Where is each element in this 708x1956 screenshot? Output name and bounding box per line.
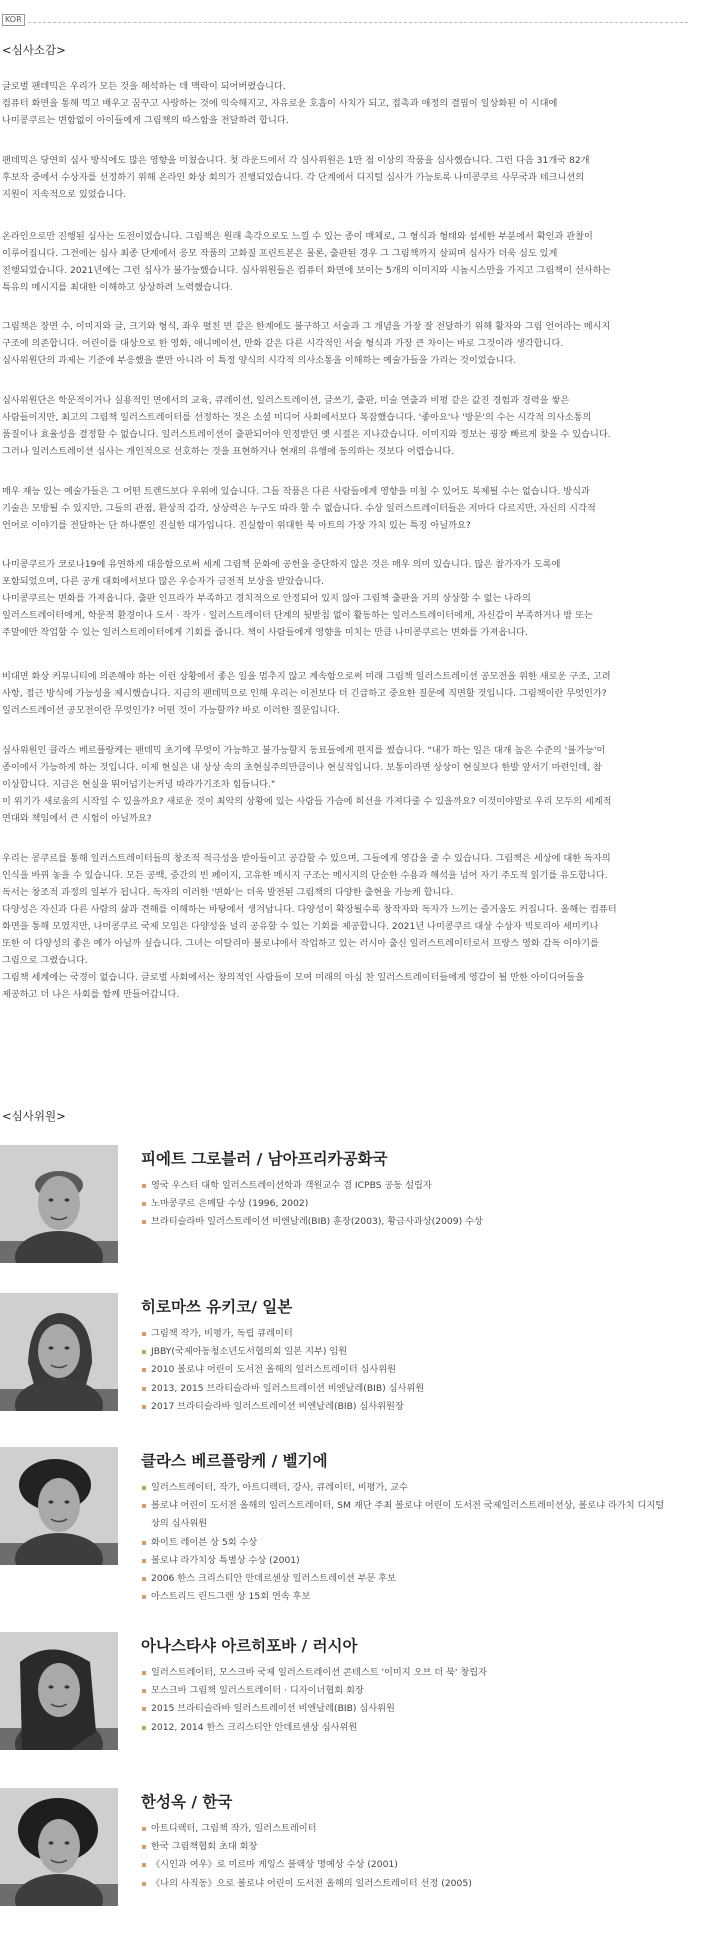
review-line: 이상합니다. 지금은 현실을 뛰어넘기는커녕 따라가기조차 힘듭니다." bbox=[2, 779, 276, 790]
judge-photo bbox=[0, 1293, 118, 1411]
header-divider bbox=[28, 22, 688, 23]
review-line: 매우 재능 있는 예술가들은 그 어떤 트렌드보다 우위에 있습니다. 그들 작품은 다른 사람들에게 영향을 미칠 수 있어도 복제될 수는 없습니다. 방식과 bbox=[2, 486, 590, 497]
review-line: 나미콩쿠르는 변함없이 아이들에게 그림책의 따스함을 전달하려 합니다. bbox=[2, 115, 289, 126]
judge-credentials bbox=[141, 1177, 701, 1232]
review-paragraph bbox=[2, 483, 702, 534]
review-line: 품질이나 효율성을 결정할 수 없습니다. 일러스트레이션이 출판되어야 인정받던 옛 시절은 지나갔습니다. 이미지와 정보는 굉장 빠르게 찾을 수 있습니다. bbox=[2, 429, 611, 440]
review-line: 나미콩쿠르가 코로나19에 유연하게 대응함으로써 세계 그림책 문화에 공헌을 중단하지 않은 것은 매우 의미 있습니다. 많은 참가자가 도록에 bbox=[2, 559, 561, 570]
judge-name: 클라스 베르플랑케 / 벨기에 bbox=[141, 1452, 328, 1470]
credential-item: 아트디렉터, 그림책 작가, 일러스트레이터 bbox=[141, 1820, 701, 1838]
credential-item: 브라티슬라바 일러스트레이션 비엔날레(BIB) 훈장(2003), 황금사과상(2009) 수상 bbox=[141, 1213, 701, 1231]
review-line: 기술은 모방될 수 있지만, 그들의 관점, 환상적 감각, 상상력은 누구도 따라 할 수 없습니다. 수상 일러스트레이터들은 저마다 다르지만, 자신의 시각적 bbox=[2, 503, 596, 514]
review-line: 비대면 화상 커뮤니티에 의존해야 하는 이런 상황에서 좋은 일을 멈추지 않고 계속함으로써 미래 그림책 일러스트레이션 공모전을 위한 새로운 구조, 고려 bbox=[2, 671, 611, 682]
review-line: 또한 이 다양성의 좋은 예가 아닐까 싶습니다. 그녀는 이탈리아 볼로냐에서 작업하고 있는 러시아 출신 일러스트레이터로서 프랑스 영화 감독 이야기를 bbox=[2, 938, 599, 949]
review-line: 후보작 중에서 수상자를 선정하기 위해 온라인 화상 회의가 진행되었습니다. 각 단계에서 디지털 심사가 가능토록 나미콩쿠르 사무국과 테크니션의 bbox=[2, 172, 585, 183]
judge-photo bbox=[0, 1632, 118, 1750]
credential-item: 2006 한스 크리스티안 안데르센상 일러스트레이션 부문 후보 bbox=[141, 1570, 701, 1588]
judge-credentials bbox=[141, 1820, 701, 1893]
top-bar bbox=[0, 14, 708, 30]
review-line: 종이에서 가능하게 하는 것입니다. 이제 현실은 내 상상 속의 초현실주의만큼이나 현실적입니다. 보통이라면 상상이 현실보다 한발 앞서기 마련인데, 참 bbox=[2, 762, 602, 773]
review-line: 나미콩쿠르는 변화를 가져옵니다. 출판 인프라가 부족하고 경치적으로 안정되어 있지 않아 그림책 출판을 거의 상상할 수 없는 나라의 bbox=[2, 593, 531, 604]
review-line: 심사위원단의 과제는 기준에 부응했을 뿐만 아니라 이 특정 양식의 시각적 의사소통을 이해하는 예술가들을 가리는 것이었습니다. bbox=[2, 355, 517, 366]
credential-item: 영국 우스터 대학 일러스트레이션학과 객원교수 겸 ICPBS 공동 설립자 bbox=[141, 1177, 701, 1195]
review-paragraph bbox=[2, 742, 702, 827]
review-line: 일러스트레이터에게, 학문적 환경이나 도서 · 작가 · 일러스트레이터 단계의 뒷받침 없이 활동하는 일러스트레이터에게, 자신감이 부족하거나 밤 또는 bbox=[2, 610, 593, 621]
credential-item: 화이트 레이븐 상 5회 수상 bbox=[141, 1534, 701, 1552]
review-line: 진행되었습니다. 2021년에는 그런 심사가 불가능했습니다. 심사위원들은 컴퓨터 화면에 보이는 5개의 이미지와 시놉시스만을 가지고 그림책이 선사하는 bbox=[2, 265, 611, 276]
review-section-title: <심사소감> bbox=[2, 43, 66, 57]
review-paragraph bbox=[2, 556, 702, 641]
review-paragraph bbox=[2, 850, 702, 1003]
review-line: 독서는 창조적 과정의 일부가 됩니다. 독자의 이러한 '변화'는 더욱 발전된 그림책의 다양한 출현을 가능케 합니다. bbox=[2, 887, 454, 898]
review-line: 다양성은 자신과 다른 사람의 삶과 견해를 이해하는 바탕에서 생겨납니다. 다양성이 확장될수록 창작자와 독자가 느끼는 즐거움도 커집니다. 올해는 컴퓨터 bbox=[2, 904, 617, 915]
review-line: 지원이 지속적으로 있었습니다. bbox=[2, 189, 127, 200]
credential-item: 《시인과 여우》로 미르마 게잉스 블랙상 명예상 수상 (2001) bbox=[141, 1856, 701, 1874]
review-line: 그림책은 장면 수, 이미지와 글, 크기와 형식, 좌우 펼친 면 같은 한계에도 불구하고 서술과 그 개념을 가장 잘 전달하기 위해 활자와 그림 언어라는 메시지 bbox=[2, 321, 611, 332]
judge-photo bbox=[0, 1145, 118, 1263]
credential-item: 그림책 작가, 비평가, 독립 큐레이터 bbox=[141, 1325, 701, 1343]
review-line: 사람들이지만, 최고의 그림책 일러스트레이터를 선정하는 것은 소셜 미디어 사회에서보다 복잡했습니다. '좋아요'나 '방문'의 수는 시각적 의사소통의 bbox=[2, 412, 592, 423]
review-line: 팬데믹은 당연히 심사 방식에도 많은 영향을 미쳤습니다. 첫 라운드에서 각 심사위원은 1만 점 이상의 작품을 심사했습니다. 그런 다음 31개국 82개 bbox=[2, 155, 590, 166]
review-line: 연대와 책임에서 큰 시험이 아닐까요? bbox=[2, 813, 152, 824]
review-line: 주말에만 작업할 수 있는 일러스트레이터에게 기회를 줍니다. 책이 사람들에게 영향을 미치는 만큼 나미콩쿠르는 변화를 가져옵니다. bbox=[2, 627, 528, 638]
credential-item: 2012, 2014 한스 크리스티안 안데르센상 심사위원 bbox=[141, 1719, 701, 1737]
judge-credentials bbox=[141, 1325, 701, 1416]
review-line: 그림으로 그렸습니다. bbox=[2, 955, 88, 966]
review-line: 일러스트레이션 공모전이란 무엇인가? 어떤 것이 가능할까? 바로 이러한 질문입니다. bbox=[2, 705, 340, 716]
review-line: 심사위원인 클라스 베르플랑케는 팬데믹 초기에 무엇이 가능하고 불가능할지 동료들에게 편지를 썼습니다. "내가 하는 일은 대개 높은 수준의 '불가능'이 bbox=[2, 745, 606, 756]
credential-item: 《나의 사직동》으로 볼로냐 어린이 도서전 올해의 일러스트레이터 선정 (2005) bbox=[141, 1875, 701, 1893]
review-paragraph bbox=[2, 78, 702, 129]
credential-item: 2015 브라티슬라바 일러스트레이션 비엔날레(BIB) 심사위원 bbox=[141, 1700, 701, 1718]
review-line: 인식을 바꿔 놓을 수 있습니다. 모든 공백, 중간의 빈 페이지, 고유한 메시지 구조는 메시지의 단순한 수용과 해석을 넘어 자기 주도적 읽기를 유도합니다. bbox=[2, 870, 608, 881]
review-line: 우리는 콩쿠르를 통해 일러스트레이터들의 창조적 적극성을 받아들이고 공감할 수 있으며, 그들에게 영감을 줄 수 있습니다. 그림책은 세상에 대한 독자의 bbox=[2, 853, 611, 864]
judge-photo bbox=[0, 1788, 118, 1906]
jury-section-title: <심사위원> bbox=[2, 1109, 66, 1123]
review-line: 제공하고 더 나은 사회를 함께 만들어갑니다. bbox=[2, 989, 180, 1000]
review-paragraph bbox=[2, 318, 702, 369]
credential-item: JBBY(국제아동청소년도서협의회 일본 지부) 임원 bbox=[141, 1343, 701, 1361]
judge-name: 아나스타샤 아르히포바 / 러시아 bbox=[141, 1637, 358, 1655]
credential-item: 일러스트레이터, 작가, 아트디렉터, 강사, 큐레이터, 비평가, 교수 bbox=[141, 1479, 701, 1497]
review-paragraph bbox=[2, 668, 702, 719]
review-line: 포함되었으며, 다른 공개 대회에서보다 많은 우승자가 금전적 보상을 받았습니다. bbox=[2, 576, 325, 587]
credential-item: 볼로냐 어린이 도서전 올해의 일러스트레이터, SM 재단 주최 볼로냐 어린이 도서전 국제일러스트레이션상, 볼로냐 라가치 디지털상의 심사위원 bbox=[141, 1497, 671, 1533]
review-line: 그러나 일러스트레이션 심사는 개인적으로 선호하는 것을 표현하거나 현재의 유행에 동의하는 것보다 어렵습니다. bbox=[2, 446, 455, 457]
review-line: 온라인으로만 진행된 심사는 도전이었습니다. 그림책은 원래 촉각으로도 느낄 수 있는 종이 매체로, 그 형식과 형태와 섬세한 부분에서 확인과 관찰이 bbox=[2, 231, 593, 242]
review-line: 특유의 메시지를 최대한 이해하고 상상하려 노력했습니다. bbox=[2, 282, 233, 293]
review-line: 이루어집니다. 그전에는 심사 최종 단계에서 응모 작품의 고화질 프린트본은 물론, 출판된 경우 그 그림책까지 살피며 심사가 더욱 심도 있게 bbox=[2, 248, 558, 259]
credential-item: 아스트리드 린드그렌 상 15회 연속 후보 bbox=[141, 1588, 701, 1606]
review-line: 화면을 통해 모였지만, 나미콩쿠르 국제 모임은 다양성을 널리 공유할 수 있는 기회를 제공합니다. 2021년 나미콩쿠르 대상 수상자 빅토리아 세미키나 bbox=[2, 921, 599, 932]
review-paragraph bbox=[2, 152, 702, 203]
review-paragraph bbox=[2, 228, 702, 296]
credential-item: 노마콩쿠르 은메달 수상 (1996, 2002) bbox=[141, 1195, 701, 1213]
credential-item: 2010 볼로냐 어린이 도서전 올해의 일러스트레이터 심사위원 bbox=[141, 1361, 701, 1379]
credential-item: 2013, 2015 브라티슬라바 일러스트레이션 비엔날레(BIB) 심사위원 bbox=[141, 1380, 701, 1398]
credential-item: 2017 브라티슬라바 일러스트레이션 비엔날레(BIB) 심사위원장 bbox=[141, 1398, 701, 1416]
review-line: 컴퓨터 화면을 통해 먹고 배우고 꿈꾸고 사랑하는 것에 익숙해지고, 자유로운 호흡이 사치가 되고, 접촉과 애정의 결핍이 일상화된 이 시대에 bbox=[2, 98, 558, 109]
judge-credentials bbox=[141, 1664, 701, 1737]
review-paragraph bbox=[2, 392, 702, 460]
judge-name: 한성옥 / 한국 bbox=[141, 1793, 233, 1811]
language-badge[interactable]: KOR bbox=[2, 14, 25, 26]
review-line: 언어로 이야기를 전달하는 단 하나뿐인 진실한 대가입니다. 진실함이 위대한 북 아트의 가장 가치 있는 특징 아닐까요? bbox=[2, 520, 471, 531]
review-line: 글로벌 팬데믹은 우리가 모든 것을 해석하는 데 맥락이 되어버렸습니다. bbox=[2, 81, 286, 92]
review-line: 심사위원단은 학문적이거나 실용적인 면에서의 교육, 큐레이션, 일러스트레이션, 글쓰기, 출판, 미술 연출과 비평 같은 값진 경험과 경력을 쌓은 bbox=[2, 395, 570, 406]
credential-item: 모스크바 그림책 일러스트레이터 · 디자이너협회 회장 bbox=[141, 1682, 701, 1700]
review-line: 이 위기가 새로움의 시작일 수 있을까요? 새로운 것이 최악의 상황에 있는 사람들 가슴에 희선을 가져다줄 수 있을까요? 이것이야말로 우리 모두의 세계적 bbox=[2, 796, 612, 807]
judge-name: 히로마쓰 유키코/ 일본 bbox=[141, 1298, 293, 1316]
judge-photo bbox=[0, 1447, 118, 1565]
review-line: 그림책 세계에는 국경이 없습니다. 글로벌 사회에서는 창의적인 사람들이 모여 미래의 아심 찬 일러스트레이터들에게 영감이 될 만한 아이디어들을 bbox=[2, 972, 585, 983]
judge-name: 피에트 그로블러 / 남아프리카공화국 bbox=[141, 1150, 388, 1168]
review-line: 구조에 의존합니다. 어린이를 대상으로 한 영화, 애니메이션, 만화 같은 다른 시각적인 서술 형식과 가장 큰 차이는 바로 그것이라 생각합니다. bbox=[2, 338, 564, 349]
review-line: 사항, 접근 방식에 가능성을 제시했습니다. 지금의 팬데믹으로 인해 우리는 이전보다 더 긴급하고 중요한 질문에 직면할 것입니다. 그림책이란 무엇인가? bbox=[2, 688, 607, 699]
credential-item: 볼로냐 라가치상 특별상 수상 (2001) bbox=[141, 1552, 701, 1570]
credential-item: 한국 그림책협회 초대 회장 bbox=[141, 1838, 701, 1856]
judge-credentials bbox=[141, 1479, 701, 1606]
credential-item: 일러스트레이터, 모스크바 국제 일러스트레이션 콘테스트 '이미지 오브 더 북' 창립자 bbox=[141, 1664, 701, 1682]
